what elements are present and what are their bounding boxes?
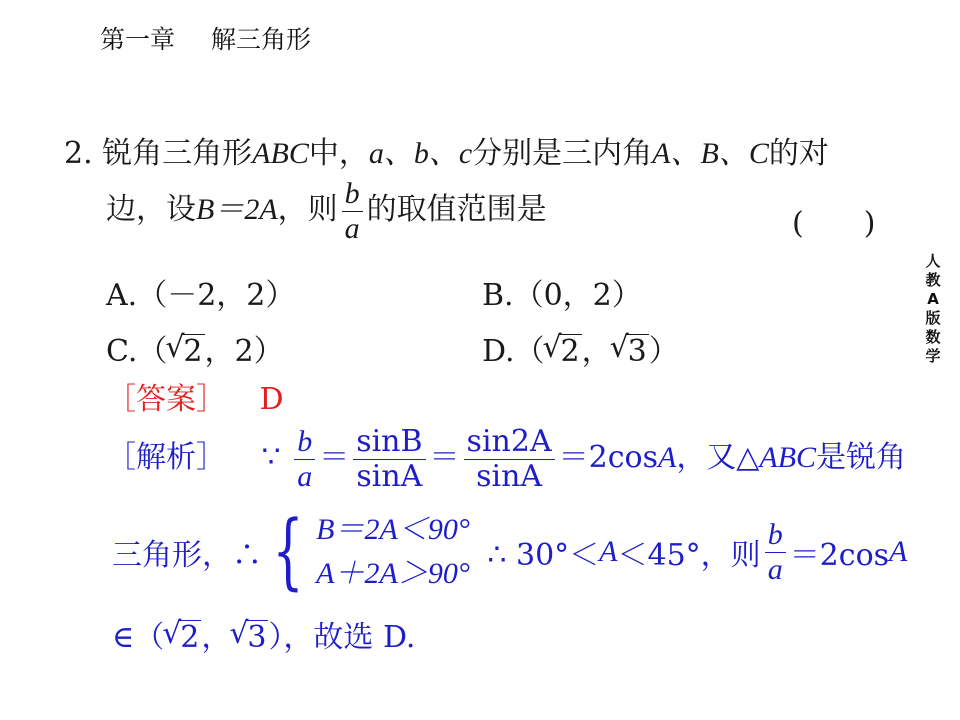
sqrt: √ 3 <box>245 620 268 654</box>
sqrt: √ 2 <box>178 620 201 654</box>
sidebar-char: 数 <box>925 328 941 346</box>
analysis-label: ［解析］ <box>106 440 226 475</box>
option-b: B.（0，2） <box>482 278 642 313</box>
problem-text: 的取值范围是 <box>366 192 547 227</box>
fraction: $\frac{b}{a}$ <box>765 519 786 585</box>
sidebar-char: 版 <box>925 309 941 327</box>
problem-text: 分别是三内角 <box>472 136 653 171</box>
sqrt: √ 3 <box>626 334 649 368</box>
problem-text: 的对 <box>768 136 829 171</box>
problem-line-1 <box>64 128 829 172</box>
fraction-b-over-a: $\frac{b}{a}$ <box>342 178 363 244</box>
inequality-system: { B＝2A＜90° A＋2A＞90° <box>272 504 470 599</box>
sidebar-char: 学 <box>925 347 941 365</box>
sidebar-char: 人 <box>925 252 941 270</box>
answer-label: ［答案］ <box>106 382 226 417</box>
option-d: D.（√ 2，√ 3） <box>482 326 679 370</box>
sidebar-char: 教 <box>925 271 941 289</box>
sidebar-publisher-label <box>922 252 944 366</box>
sqrt: √ 2 <box>181 334 204 368</box>
analysis-line-3: ∈（√ 2，√ 3），故选 D. <box>112 612 415 656</box>
angle-names: A、B、C <box>652 137 769 170</box>
side-names: a、b、c <box>368 137 473 170</box>
condition: B＝2A <box>196 193 278 226</box>
chapter-header <box>100 20 311 56</box>
fraction: $\frac{\sin 2A}{\sin A}$ <box>464 426 555 492</box>
problem-number: 2. <box>64 136 93 171</box>
sidebar-char: A <box>927 290 939 308</box>
fraction: $\frac{\sin B}{\sin A}$ <box>353 426 425 492</box>
sqrt: √ 2 <box>559 334 582 368</box>
answer-blank: ( ) <box>792 206 876 241</box>
answer-line <box>106 374 284 418</box>
analysis-line-2: 三角形，∴ { B＝2A＜90° A＋2A＞90° ∴ 30°＜A＜45°，则 $\frac{b}{a}$ ＝2cosA <box>112 504 908 599</box>
option-a: A.（－2，2） <box>106 278 296 313</box>
problem-text: 边，设 <box>106 192 196 227</box>
chapter-title: 解三角形 <box>211 25 312 54</box>
problem-text: 中， <box>308 136 369 171</box>
problem-text: 锐角三角形 <box>102 136 253 171</box>
answer-value: D <box>259 382 284 417</box>
option-c: C.（√ 2，2） <box>106 326 284 370</box>
triangle-name: ABC <box>252 137 309 170</box>
problem-line-2 <box>106 178 547 244</box>
fraction: $\frac{b}{a}$ <box>294 426 315 492</box>
problem-text: ，则 <box>277 192 338 227</box>
chapter-number: 第一章 <box>100 25 176 54</box>
analysis-line-1: ［解析］ ∵ $\frac{b}{a}$ ＝ $\frac{\sin B}{\sin A}$ ＝ $\frac{\sin 2A}{\sin A}$ ＝2cosA，又△ABC是锐角 <box>106 424 907 494</box>
